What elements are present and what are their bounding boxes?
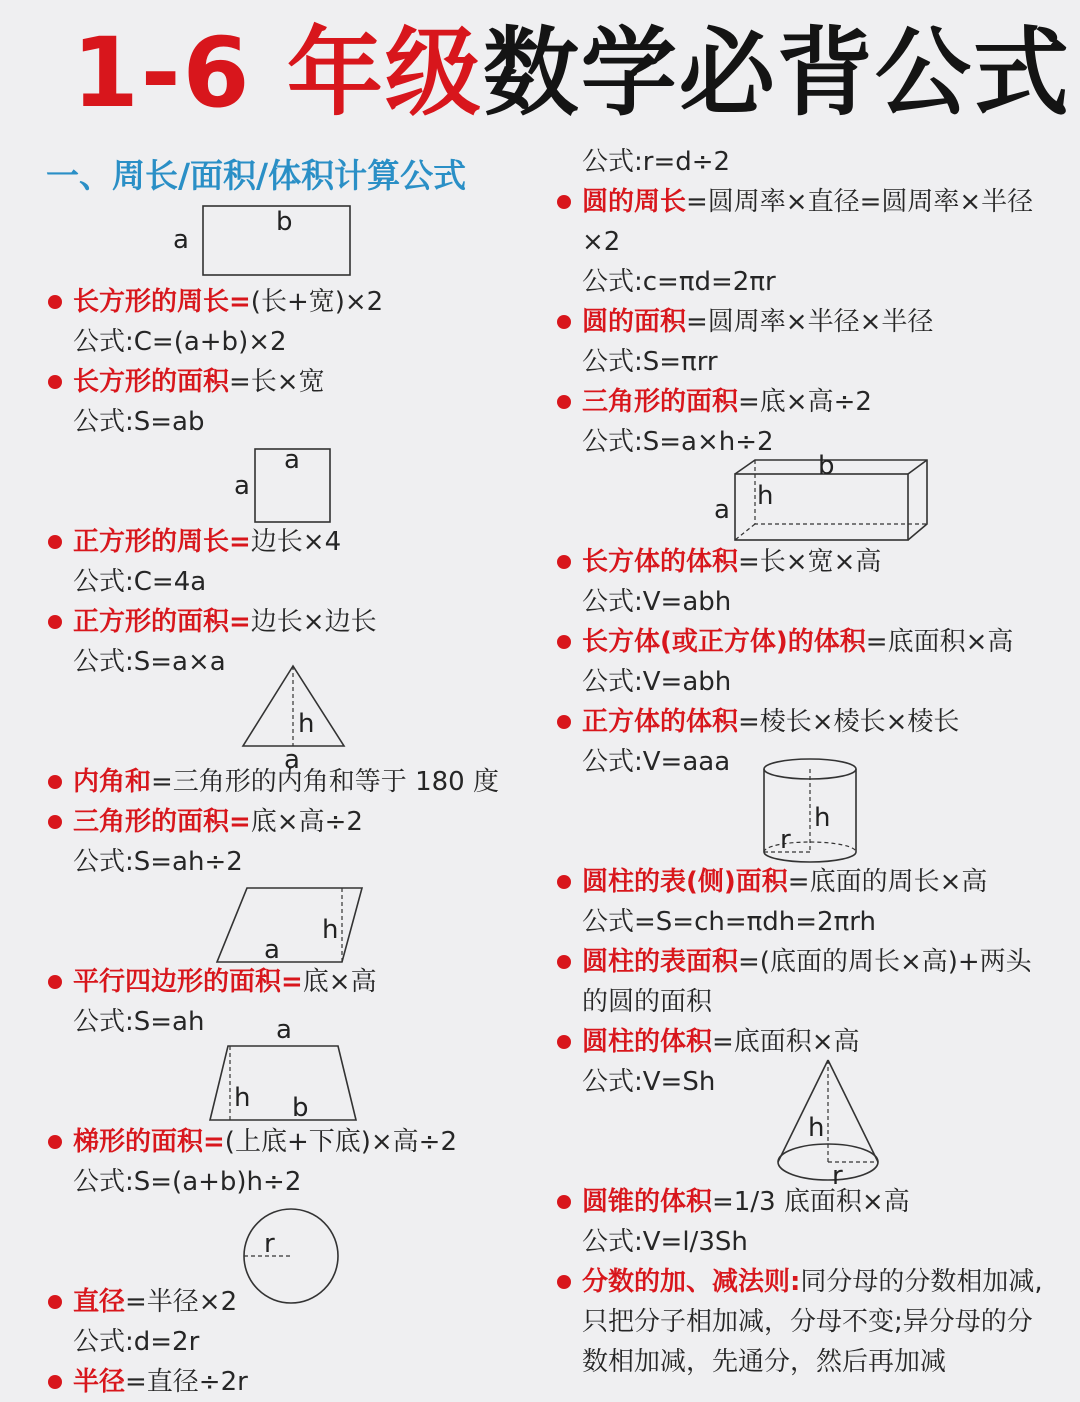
formula-term: 平行四边形的面积= xyxy=(73,967,303,997)
formula-bullet-item xyxy=(73,1282,237,1322)
formula-term: 长方形的周长= xyxy=(73,287,251,317)
formula-definition: =直径÷2r xyxy=(125,1367,248,1397)
formula-bullet-item xyxy=(73,802,363,842)
section-heading: 一、周长/面积/体积计算公式 xyxy=(46,156,467,195)
cuboid-label-b: b xyxy=(818,452,835,481)
formula-term: 正方形的周长= xyxy=(73,527,251,557)
square-label-side: a xyxy=(234,471,250,501)
triangle-figure xyxy=(236,660,352,768)
formula-line: 公式:V=l/3Sh xyxy=(582,1227,748,1257)
formula-term: 内角和 xyxy=(73,767,152,797)
formula-line: 公式=S=ch=πdh=2πrh xyxy=(582,907,876,937)
circle-label-r: r xyxy=(264,1229,275,1259)
formula-line: 公式:S=a×h÷2 xyxy=(582,427,774,457)
formula-term: 圆柱的体积 xyxy=(582,1027,713,1057)
formula-term: 梯形的面积= xyxy=(73,1127,225,1157)
bullet-dot-icon xyxy=(48,1135,62,1149)
formula-line: 公式:V=abh xyxy=(582,667,732,697)
trapezoid-label-a: a xyxy=(276,1015,292,1045)
formula-line: 公式:C=4a xyxy=(73,567,207,597)
formula-definition: 边长×4 xyxy=(250,527,342,557)
bullet-dot-icon xyxy=(557,1275,571,1289)
bullet-dot-icon xyxy=(557,955,571,969)
formula-definition: =1/3 底面积×高 xyxy=(712,1187,910,1217)
formula-line: 公式:S=ah÷2 xyxy=(73,847,243,877)
cuboid-label-h: h xyxy=(757,481,774,511)
formula-definition: 同分母的分数相加减, xyxy=(800,1267,1043,1297)
formula-bullet-item xyxy=(73,1122,457,1162)
bullet-dot-icon xyxy=(48,535,62,549)
bullet-dot-icon xyxy=(48,295,62,309)
formula-bullet-item xyxy=(582,382,872,422)
rectangle-label-a: a xyxy=(173,225,189,255)
formula-line: 公式:S=ab xyxy=(73,407,205,437)
formula-line: 公式:S=(a+b)h÷2 xyxy=(73,1167,302,1197)
cone-label-h: h xyxy=(808,1113,825,1143)
formula-term: 半径 xyxy=(73,1367,126,1397)
formula-definition: 底×高÷2 xyxy=(250,807,363,837)
bullet-dot-icon xyxy=(557,315,571,329)
formula-line: ×2 xyxy=(582,227,621,257)
cylinder-label-h: h xyxy=(814,803,831,833)
formula-line: 公式:S=a×a xyxy=(73,647,226,677)
parallelogram-label-h: h xyxy=(322,915,339,945)
formula-bullet-item xyxy=(73,522,341,562)
bullet-dot-icon xyxy=(557,395,571,409)
formula-line: 公式:V=Sh xyxy=(582,1067,716,1097)
trapezoid-label-b: b xyxy=(292,1093,309,1123)
formula-definition: =圆周率×半径×半径 xyxy=(686,307,934,337)
formula-bullet-item xyxy=(582,1182,910,1222)
formula-line: 公式:S=πrr xyxy=(582,347,718,377)
formula-definition: =棱长×棱长×棱长 xyxy=(738,707,960,737)
formula-definition: =底面的周长×高 xyxy=(787,867,988,897)
formula-bullet-item xyxy=(73,362,325,402)
formula-definition: 底×高 xyxy=(302,967,377,997)
formula-definition: =三角形的内角和等于 180 度 xyxy=(151,767,499,797)
formula-line: 公式:c=πd=2πr xyxy=(582,267,776,297)
formula-bullet-item xyxy=(73,762,499,802)
formula-term: 圆锥的体积 xyxy=(582,1187,713,1217)
formula-definition: =圆周率×直径=圆周率×半径 xyxy=(686,187,1034,217)
formula-line: 公式:d=2r xyxy=(73,1327,200,1357)
formula-term: 圆柱的表面积 xyxy=(582,947,739,977)
formula-bullet-item xyxy=(582,182,1033,222)
parallelogram-figure xyxy=(210,880,370,966)
formula-term: 正方形的面积= xyxy=(73,607,251,637)
formula-bullet-item xyxy=(582,702,959,742)
formula-term: 圆柱的表(侧)面积 xyxy=(582,867,788,897)
formula-definition: =(底面的周长×高)+两头 xyxy=(738,947,1032,977)
formula-definition: =底×高÷2 xyxy=(738,387,872,417)
cuboid-figure xyxy=(710,452,935,544)
bullet-dot-icon xyxy=(557,1195,571,1209)
bullet-dot-icon xyxy=(557,875,571,889)
bullet-dot-icon xyxy=(48,1375,62,1389)
cylinder-figure xyxy=(760,756,860,868)
formula-definition: =半径×2 xyxy=(125,1287,238,1317)
formula-bullet-item xyxy=(582,862,987,902)
formula-term: 三角形的面积 xyxy=(582,387,739,417)
formula-term: 长方体(或正方体)的体积 xyxy=(582,627,866,657)
formula-definition: =长×宽×高 xyxy=(738,547,882,577)
title-subject: 数学必背公式 xyxy=(482,17,1071,129)
bullet-dot-icon xyxy=(557,555,571,569)
formula-definition: 边长×边长 xyxy=(250,607,377,637)
formula-definition: (长+宽)×2 xyxy=(250,287,384,317)
rectangle-label-b: b xyxy=(276,207,293,237)
formula-line: 公式:S=ah xyxy=(73,1007,205,1037)
cone-figure xyxy=(772,1054,884,1188)
trapezoid-figure xyxy=(204,1012,366,1124)
formula-term: 长方体的体积 xyxy=(582,547,739,577)
bullet-dot-icon xyxy=(48,975,62,989)
bullet-dot-icon xyxy=(557,1035,571,1049)
cylinder-label-r: r xyxy=(780,825,791,855)
triangle-label-h: h xyxy=(298,709,315,739)
square-figure xyxy=(228,442,338,528)
square-label-top: a xyxy=(284,445,300,475)
formula-line: 公式:V=aaa xyxy=(582,747,731,777)
bullet-dot-icon xyxy=(557,635,571,649)
formula-bullet-item xyxy=(582,942,1032,982)
formula-line: 的圆的面积 xyxy=(582,987,713,1017)
formula-bullet-item xyxy=(582,542,881,582)
bullet-dot-icon xyxy=(48,615,62,629)
rectangle-figure xyxy=(165,198,365,284)
formula-line: 公式:V=abh xyxy=(582,587,732,617)
formula-bullet-item xyxy=(582,302,933,342)
formula-definition: =长×宽 xyxy=(229,367,325,397)
formula-line: 公式:C=(a+b)×2 xyxy=(73,327,287,357)
formula-bullet-item xyxy=(73,1362,248,1402)
formula-bullet-item xyxy=(73,962,377,1002)
page-title xyxy=(72,18,1071,128)
trapezoid-label-h: h xyxy=(234,1083,251,1113)
formula-term: 正方体的体积 xyxy=(582,707,739,737)
formula-term: 圆的周长 xyxy=(582,187,687,217)
parallelogram-label-a: a xyxy=(264,935,280,965)
title-grade: 1-6 年级 xyxy=(72,17,483,129)
formula-bullet-item xyxy=(73,602,377,642)
bullet-dot-icon xyxy=(48,775,62,789)
formula-definition: =底面积×高 xyxy=(712,1027,860,1057)
formula-bullet-item xyxy=(582,622,1013,662)
triangle-label-a: a xyxy=(284,745,300,768)
formula-definition: (上底+下底)×高÷2 xyxy=(224,1127,457,1157)
formula-term: 圆的面积 xyxy=(582,307,687,337)
formula-bullet-item xyxy=(582,1262,1043,1302)
cone-label-r: r xyxy=(832,1161,843,1188)
bullet-dot-icon xyxy=(557,195,571,209)
formula-line: 只把分子相加减，分母不变;异分母的分 xyxy=(582,1307,1033,1337)
bullet-dot-icon xyxy=(48,1295,62,1309)
formula-line: 公式:r=d÷2 xyxy=(582,147,731,177)
formula-term: 分数的加、减法则: xyxy=(582,1267,801,1297)
formula-line: 数相加减，先通分，然后再加减 xyxy=(582,1347,947,1377)
formula-term: 长方形的面积 xyxy=(73,367,230,397)
circle-figure xyxy=(238,1206,344,1306)
bullet-dot-icon xyxy=(48,815,62,829)
formula-term: 直径 xyxy=(73,1287,126,1317)
formula-bullet-item xyxy=(73,282,383,322)
formula-term: 三角形的面积= xyxy=(73,807,251,837)
cuboid-label-a: a xyxy=(714,495,730,525)
bullet-dot-icon xyxy=(48,375,62,389)
bullet-dot-icon xyxy=(557,715,571,729)
formula-definition: =底面积×高 xyxy=(865,627,1014,657)
